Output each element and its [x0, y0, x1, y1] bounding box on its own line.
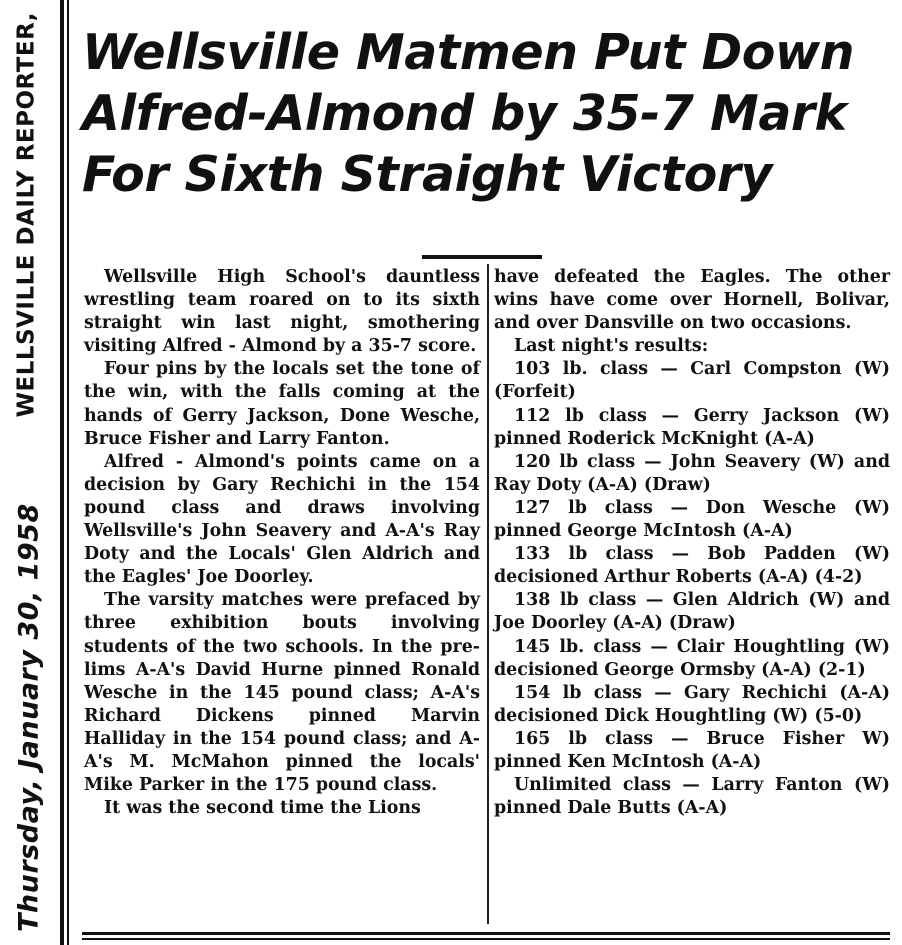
column-border-thick — [60, 0, 64, 945]
article-paragraph: It was the second time the Lions — [104, 798, 421, 819]
headline — [82, 22, 892, 205]
article-paragraph: Wellsville High School's dauntless wrestling team roared on to its sixth straight win last night, smothering visiting Alfred - Almond by a 35-7 score. — [84, 267, 480, 357]
headline-line-1: Wellsville Matmen Put Down — [82, 24, 855, 81]
column-divider — [487, 264, 489, 924]
result-item: 165 lb class — Bruce Fisher W) pinned Ken McIntosh (A-A) — [494, 728, 890, 772]
publication-date: Thursday, January 30, 1958 — [13, 503, 45, 932]
results-list — [494, 358, 890, 820]
article-paragraph: The varsity matches were prefaced by three exhibition bouts involving students of the two schools. In the pre-lims A-A's David Hurne pinned Ronald Wesche in the 145 pound class; A-A's Richard Dickens pinned Marvin Halliday in the 154 pound class; and A-A's M. McMahon pinned the locals' Mike Parker in the 175 pound class. — [84, 590, 480, 796]
headline-divider — [422, 255, 542, 259]
article-column-right — [494, 266, 890, 820]
article-paragraph: have defeated the Eagles. The other wins have come over Hornell, Bolivar, and over Dansville on two occasions. — [494, 267, 890, 334]
headline-line-3: For Sixth Straight Victory — [82, 146, 772, 203]
result-item: 112 lb class — Gerry Jackson (W) pinned Roderick McKnight (A-A) — [494, 405, 890, 449]
dateline-vertical — [14, 12, 45, 932]
bottom-border-thin — [82, 938, 890, 940]
headline-line-2: Alfred-Almond by 35-7 Mark — [82, 85, 847, 142]
result-item: 145 lb. class — Clair Houghtling (W) decisioned George Ormsby (A-A) (2-1) — [494, 636, 890, 680]
article-paragraph: Alfred - Almond's points came on a decision by Gary Rechichi in the 154 pound class and draws involving Wellsville's John Seavery and A-A's Ray Doty and the Locals' Glen Aldrich and the Eagles' Joe Doorley. — [84, 451, 480, 588]
result-item: 154 lb class — Gary Rechichi (A-A) decisioned Dick Houghtling (W) (5-0) — [494, 682, 890, 726]
results-intro: Last night's results: — [514, 336, 709, 357]
article-paragraph: Four pins by the locals set the tone of the win, with the falls coming at the hands of Gerry Jackson, Done Wesche, Bruce Fisher and Larry Fanton. — [84, 359, 480, 449]
publication-name: WELLSVILLE DAILY REPORTER, — [13, 12, 40, 418]
result-item: Unlimited class — Larry Fanton (W) pinned Dale Butts (A-A) — [494, 775, 890, 819]
column-border-thin — [67, 0, 69, 945]
bottom-border — [82, 932, 890, 935]
result-item: 138 lb class — Glen Aldrich (W) and Joe Doorley (A-A) (Draw) — [494, 590, 890, 634]
result-item: 103 lb. class — Carl Compston (W) (Forfeit) — [494, 359, 890, 403]
page-margin-strip — [0, 0, 58, 945]
result-item: 127 lb class — Don Wesche (W) pinned George McIntosh (A-A) — [494, 497, 890, 542]
article-column-left — [84, 266, 480, 820]
result-item: 120 lb class — John Seavery (W) and Ray Doty (A-A) (Draw) — [494, 451, 890, 495]
result-item: 133 lb class — Bob Padden (W) decisioned Arthur Roberts (A-A) (4-2) — [494, 544, 890, 588]
